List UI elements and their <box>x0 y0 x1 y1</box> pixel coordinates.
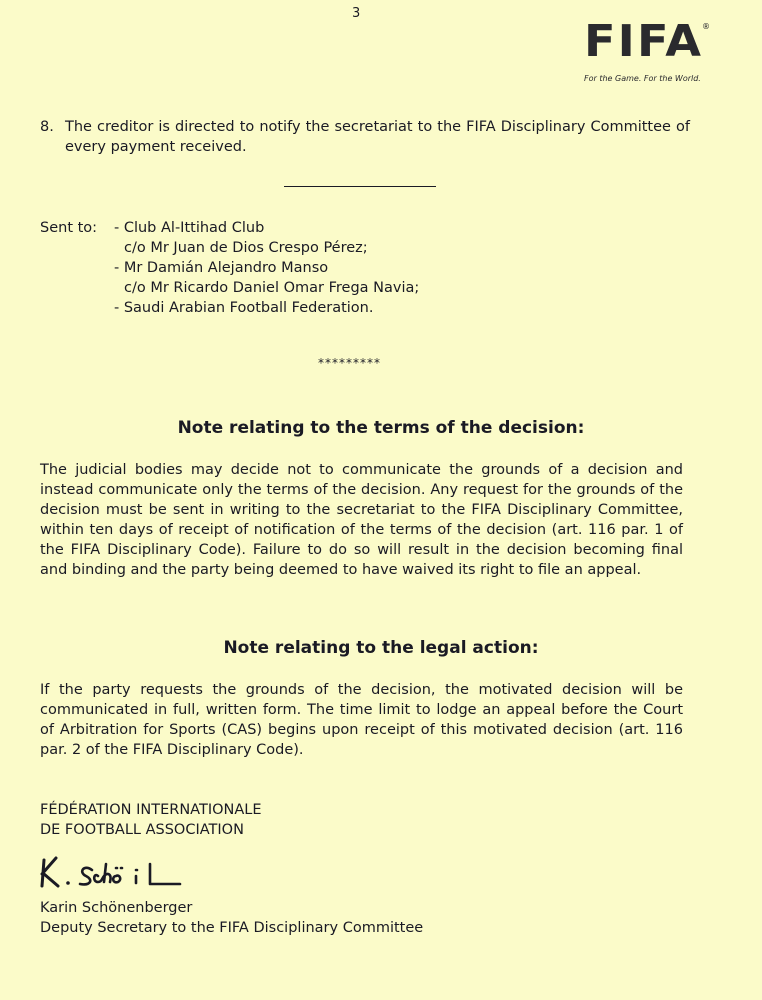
recipient-item: - Saudi Arabian Football Federation. <box>114 300 374 316</box>
note-legal-heading: Note relating to the legal action: <box>223 638 539 658</box>
signature-image <box>40 852 220 892</box>
organisation-name <box>40 800 262 840</box>
organisation-line: FÉDÉRATION INTERNATIONALE <box>40 802 262 818</box>
directive-paragraph <box>40 117 690 157</box>
logo-slogan: For the Game. For the World. <box>584 74 701 83</box>
recipient-item: c/o Mr Juan de Dios Crespo Pérez; <box>124 240 368 256</box>
note-legal-body: If the party requests the grounds of the decision, the motivated decision will be communicated in full, written form. The time limit to lodge an appeal before the Court of Arbitration for Sports (CAS) begins upon receipt of this motivated decision (art. 116 par. 2 of the FIFA Disciplinary Code). <box>40 682 683 758</box>
signatory-block <box>40 898 423 938</box>
logo-wordmark: FIFA <box>584 16 704 67</box>
page-number: 3 <box>352 6 361 21</box>
organisation-line: DE FOOTBALL ASSOCIATION <box>40 822 244 838</box>
note-terms-body: The judicial bodies may decide not to communicate the grounds of a decision and instead communicate only the terms of the decision. Any request for the grounds of the decision must be sent in writing to the secretariat to the FIFA Disciplinary Committee, within ten days of receipt of notification of the terms of the decision (art. 116 par. 1 of the FIFA Disciplinary Code). Failure to do so will result in the decision becoming final and binding and the party being deemed to have waived its right to file an appeal. <box>40 462 683 578</box>
recipient-list <box>114 218 534 318</box>
signatory-name: Karin Schönenberger <box>40 900 193 916</box>
separator-stars: ********* <box>318 356 381 370</box>
recipient-item: c/o Mr Ricardo Daniel Omar Frega Navia; <box>124 280 420 296</box>
recipient-item: - Mr Damián Alejandro Manso <box>114 260 329 276</box>
recipient-item: - Club Al-Ittihad Club <box>114 220 265 236</box>
registered-mark: ® <box>702 22 710 31</box>
directive-text: The creditor is directed to notify the secretariat to the FIFA Disciplinary Committee of every payment received. <box>65 119 690 155</box>
sent-to-label: Sent to: <box>40 220 98 236</box>
directive-number: 8. <box>40 119 54 135</box>
divider-line <box>284 186 436 187</box>
signatory-title: Deputy Secretary to the FIFA Disciplinary Committee <box>40 920 424 936</box>
note-terms-heading: Note relating to the terms of the decision: <box>177 418 585 438</box>
fifa-logo <box>584 16 712 83</box>
